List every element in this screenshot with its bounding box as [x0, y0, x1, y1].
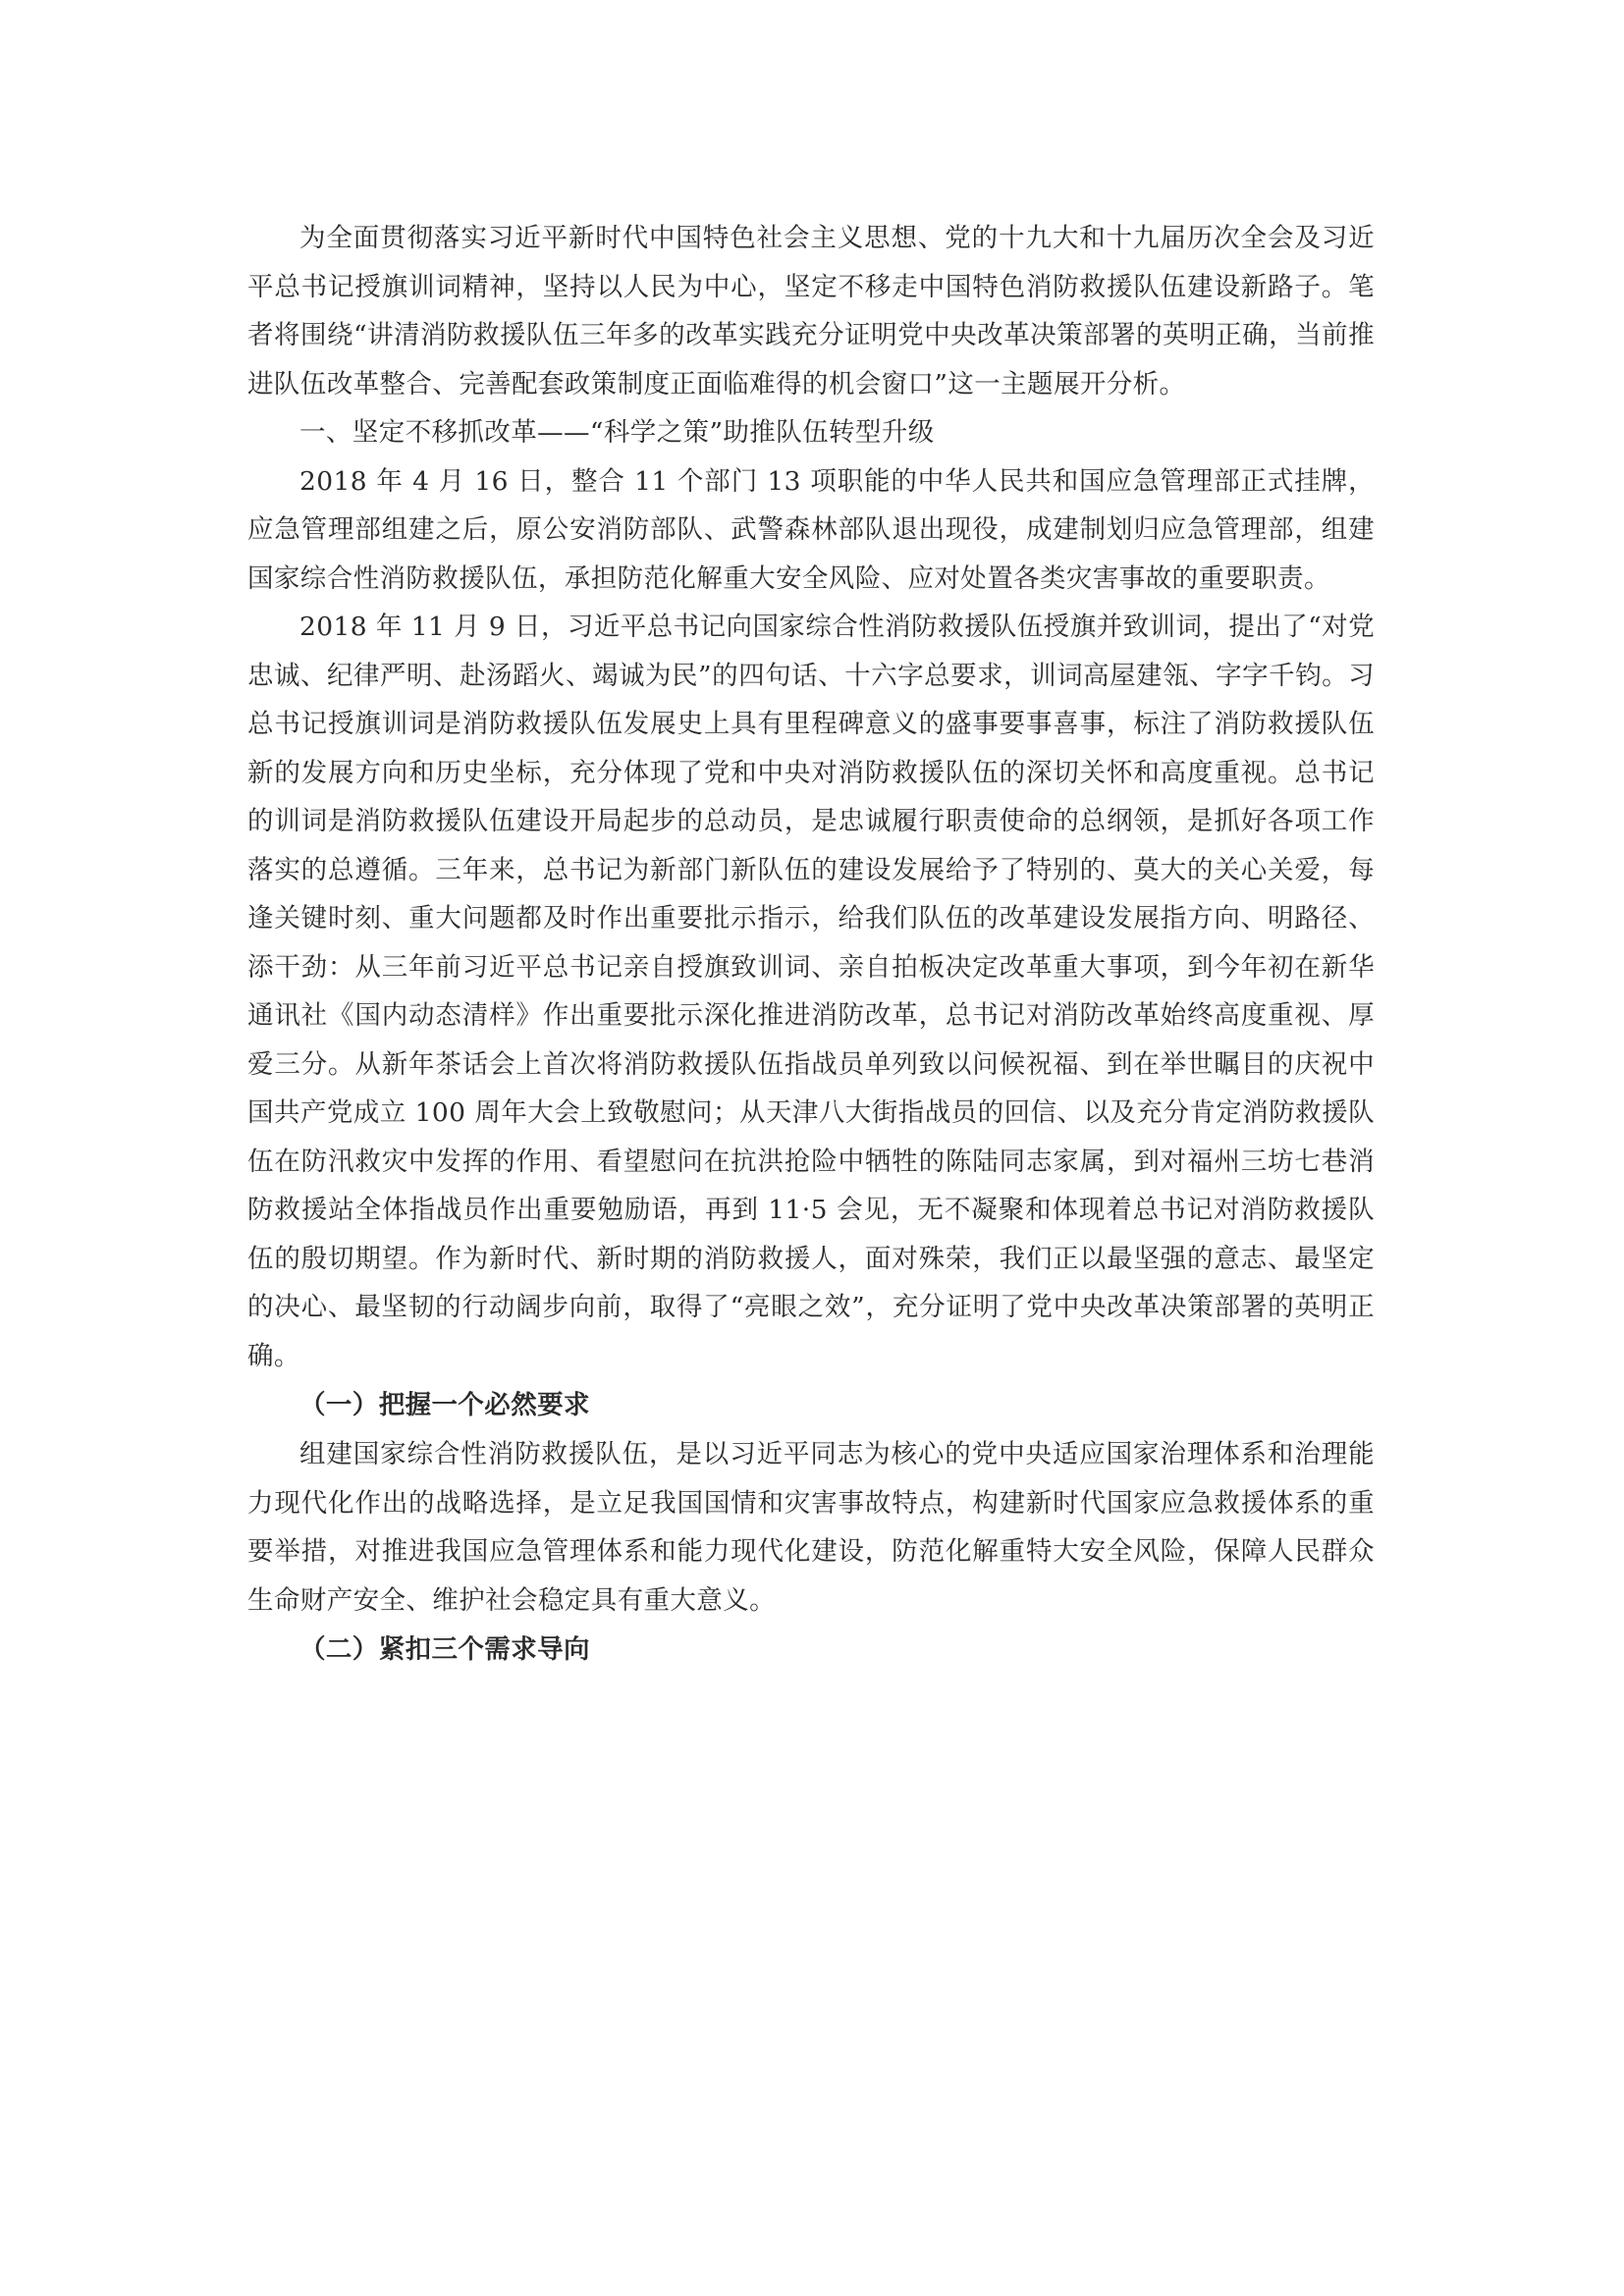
- body-paragraph: 2018 年 4 月 16 日，整合 11 个部门 13 项职能的中华人民共和国应急管理部正式挂牌，应急管理部组建之后，原公安消防部队、武警森林部队退出现役，成建制划归应急管理部，组建国家综合性消防救援队伍，承担防范化解重大安全风险、应对处置各类灾害事故的重要职责。: [247, 465, 1375, 594]
- section-title: 一、坚定不移抓改革——“科学之策”助推队伍转型升级: [299, 417, 935, 448]
- intro-paragraph: 为全面贯彻落实习近平新时代中国特色社会主义思想、党的十九大和十九届历次全会及习近平总书记授旗训词精神，坚持以人民为中心，坚定不移走中国特色消防救援队伍建设新路子。笔者将围绕“讲清消防救援队伍三年多的改革实践充分证明党中央改革决策部署的英明正确，当前推进队伍改革整合、完善配套政策制度正面临难得的机会窗口”这一主题展开分析。: [247, 223, 1375, 400]
- body-paragraph: 组建国家综合性消防救援队伍，是以习近平同志为核心的党中央适应国家治理体系和治理能力现代化作出的战略选择，是立足我国国情和灾害事故特点，构建新时代国家应急救援体系的重要举措，对推进我国应急管理体系和能力现代化建设，防范化解重特大安全风险，保障人民群众生命财产安全、维护社会稳定具有重大意义。: [247, 1439, 1375, 1616]
- subsection-heading: （一）把握一个必然要求: [299, 1390, 590, 1420]
- subsection-heading: （二）紧扣三个需求导向: [299, 1634, 590, 1665]
- body-paragraph: 2018 年 11 月 9 日，习近平总书记向国家综合性消防救援队伍授旗并致训词，提出了“对党忠诚、纪律严明、赴汤蹈火、竭诚为民”的四句话、十六字总要求，训词高屋建瓴、字字千钧。习总书记授旗训词是消防救援队伍发展史上具有里程碑意义的盛事要事喜事，标注了消防救援队伍新的发展方向和历史坐标，充分体现了党和中央对消防救援队伍的深切关怀和高度重视。总书记的训词是消防救援队伍建设开局起步的总动员，是忠诚履行职责使命的总纲领，是抓好各项工作落实的总遵循。三年来，总书记为新部门新队伍的建设发展给予了特别的、莫大的关心关爱，每逢关键时刻、重大问题都及时作出重要批示指示，给我们队伍的改革建设发展指方向、明路径、添干劲：从三年前习近平总书记亲自授旗致训词、亲自拍板决定改革重大事项，到今年初在新华通讯社《国内动态清样》作出重要批示深化推进消防改革，总书记对消防改革始终高度重视、厚爱三分。从新年茶话会上首次将消防救援队伍指战员单列致以问候祝福、到在举世瞩目的庆祝中国共产党成立 100 周年大会上致敬慰问；从天津八大街指战员的回信、以及充分肯定消防救援队伍在防汛救灾中发挥的作用、看望慰问在抗洪抢险中牺牲的陈陆同志家属，到对福州三坊七巷消防救援站全体指战员作出重要勉励语，再到 11·5 会见，无不凝聚和体现着总书记对消防救援队伍的殷切期望。作为新时代、新时期的消防救援人，面对殊荣，我们正以最坚强的意志、最坚定的决心、最坚韧的行动阔步向前，取得了“亮眼之效”，充分证明了党中央改革决策部署的英明正确。: [247, 612, 1375, 1371]
- document-body: [247, 214, 1375, 1675]
